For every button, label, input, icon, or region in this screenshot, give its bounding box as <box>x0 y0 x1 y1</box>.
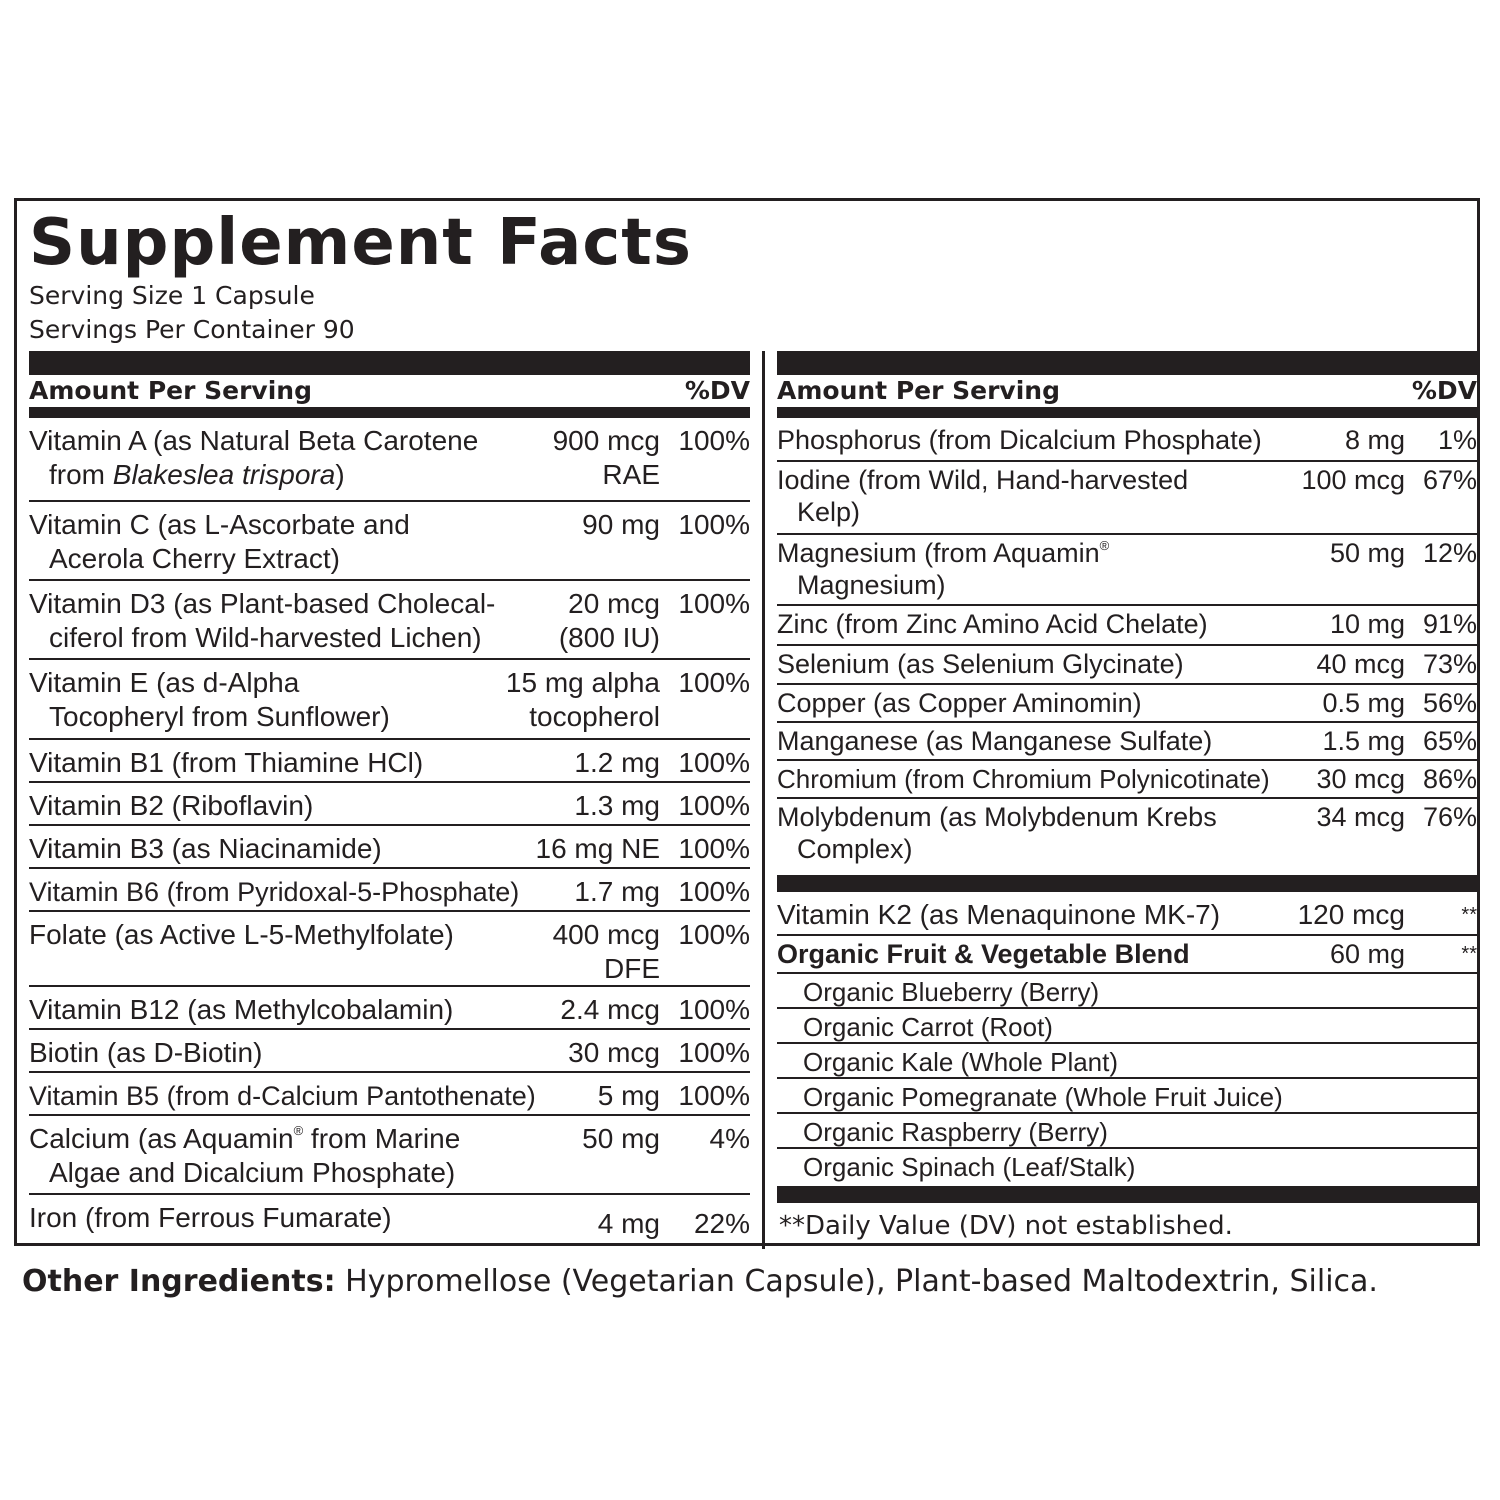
nutrient-name: Phosphorus (from Dicalcium Phosphate) <box>777 425 1262 455</box>
blend-name: Organic Fruit & Vegetable Blend <box>777 939 1190 969</box>
serving-size: Serving Size 1 Capsule <box>29 281 315 310</box>
column-header <box>29 375 750 407</box>
nutrient-amount: 2.4 mcg <box>560 994 660 1025</box>
nutrient-amount: 50 mg <box>1329 538 1405 568</box>
nutrient-amount: 15 mg alpha tocopherol <box>505 667 660 732</box>
nutrient-amount: 10 mg <box>1329 609 1405 639</box>
nutrient-dv: 86% <box>1422 764 1477 794</box>
nutrient-dv: 100% <box>678 919 750 950</box>
nutrient-name: Vitamin B3 (as Niacinamide) <box>29 833 382 864</box>
thick-rule <box>29 351 750 375</box>
nutrient-row <box>29 1073 750 1116</box>
nutrient-row <box>777 892 1477 936</box>
nutrient-amount: 8 mg <box>1344 425 1405 455</box>
nutrient-row <box>29 418 750 502</box>
nutrient-row <box>777 462 1477 535</box>
nutrient-amount: 900 mcg RAE <box>552 425 660 490</box>
blend-item: Organic Pomegranate (Whole Fruit Juice) <box>777 1079 1477 1114</box>
nutrient-row <box>29 581 750 660</box>
nutrient-amount: 1.7 mg <box>574 876 660 907</box>
medium-rule <box>29 407 750 418</box>
nutrient-name: Folate (as Active L-5-Methylfolate) <box>29 919 454 950</box>
nutrient-name: Vitamin D3 (as Plant-based Cholecal- ciferol from Wild-harvested Lichen) <box>29 588 496 653</box>
nutrient-name: Manganese (as Manganese Sulfate) <box>777 726 1213 756</box>
supplement-facts-panel <box>14 198 1480 1246</box>
blend-item: Organic Blueberry (Berry) <box>777 974 1477 1009</box>
thick-rule <box>777 351 1477 375</box>
nutrient-row <box>777 606 1477 646</box>
nutrient-dv: 100% <box>678 509 750 540</box>
nutrient-dv: 4% <box>709 1123 750 1154</box>
nutrient-dv: 100% <box>678 833 750 864</box>
nutrient-amount: 1.5 mg <box>1322 726 1405 756</box>
nutrient-name: Vitamin B12 (as Methylcobalamin) <box>29 994 454 1025</box>
blend-item: Organic Kale (Whole Plant) <box>777 1044 1477 1079</box>
nutrient-name: Zinc (from Zinc Amino Acid Chelate) <box>777 609 1208 639</box>
nutrient-row <box>777 418 1477 462</box>
column-divider <box>762 351 765 1249</box>
other-ingredients <box>22 1262 1378 1302</box>
nutrient-name: Vitamin C (as L-Ascorbate and Acerola Cherry Extract) <box>29 509 410 574</box>
nutrient-row <box>777 799 1477 867</box>
blend-row <box>777 936 1477 974</box>
nutrient-row <box>29 869 750 912</box>
nutrient-row <box>29 660 750 740</box>
nutrient-amount: 5 mg <box>597 1080 660 1111</box>
nutrient-name: Vitamin B2 (Riboflavin) <box>29 790 314 821</box>
nutrient-name: Vitamin B1 (from Thiamine HCl) <box>29 747 424 778</box>
nutrient-dv: 12% <box>1422 538 1477 568</box>
nutrient-row <box>29 912 750 987</box>
blend-amount: 60 mg <box>1329 939 1405 969</box>
nutrient-dv: 67% <box>1422 465 1477 495</box>
nutrient-row <box>29 826 750 869</box>
nutrient-row <box>29 1195 750 1247</box>
nutrient-row <box>777 685 1477 723</box>
nutrient-amount: 16 mg NE <box>535 833 660 864</box>
nutrient-name: Chromium (from Chromium Polynicotinate) <box>777 764 1270 794</box>
nutrient-name: Vitamin B5 (from d-Calcium Pantothenate) <box>29 1081 536 1111</box>
nutrient-amount: 20 mcg (800 IU) <box>558 588 660 653</box>
amount-per-serving-label: Amount Per Serving <box>29 376 312 405</box>
other-ingredients-label: Other Ingredients: <box>22 1264 336 1299</box>
nutrient-dv: 1% <box>1437 425 1477 455</box>
nutrient-row <box>29 1116 750 1195</box>
nutrient-dv: 100% <box>678 876 750 907</box>
section-rule <box>777 875 1477 892</box>
nutrient-row <box>777 535 1477 606</box>
nutrient-row <box>29 1030 750 1073</box>
nutrient-amount: 1.3 mg <box>574 790 660 821</box>
servings-per-container: Servings Per Container 90 <box>29 315 355 344</box>
nutrient-name: Copper (as Copper Aminomin) <box>777 688 1142 718</box>
nutrient-row <box>777 761 1477 799</box>
nutrient-row <box>29 502 750 581</box>
blend-item: Organic Raspberry (Berry) <box>777 1114 1477 1149</box>
nutrient-name: Selenium (as Selenium Glycinate) <box>777 649 1184 679</box>
nutrient-row <box>777 646 1477 685</box>
nutrient-name: Vitamin E (as d-Alpha Tocopheryl from Sunflower) <box>29 667 390 732</box>
blend-item: Organic Spinach (Leaf/Stalk) <box>803 1152 1136 1182</box>
nutrient-dv: 100% <box>678 667 750 698</box>
nutrient-amount: 30 mcg <box>1316 764 1405 794</box>
dv-label: %DV <box>1411 376 1477 405</box>
nutrient-dv: 56% <box>1422 688 1477 718</box>
nutrient-name: Vitamin K2 (as Menaquinone MK-7) <box>777 899 1221 930</box>
nutrient-dv: 76% <box>1422 802 1477 832</box>
dv-footnote: **Daily Value (DV) not established. <box>779 1211 1233 1241</box>
medium-rule <box>777 407 1477 418</box>
nutrient-amount: 50 mg <box>582 1123 660 1154</box>
nutrient-dv: 100% <box>678 1037 750 1068</box>
nutrient-name: Iodine (from Wild, Hand-harvested Kelp) <box>777 465 1189 527</box>
dv-label: %DV <box>684 376 750 405</box>
nutrient-name: Molybdenum (as Molybdenum Krebs Complex) <box>777 802 1217 864</box>
nutrient-amount: 120 mcg <box>1297 899 1405 930</box>
nutrient-dv: 100% <box>678 1080 750 1111</box>
nutrient-name: Biotin (as D-Biotin) <box>29 1037 263 1068</box>
blend-dv: ** <box>1461 943 1477 965</box>
nutrient-dv: 22% <box>693 1208 750 1239</box>
nutrient-name: Magnesium (from Aquamin® Magnesium) <box>777 538 1110 600</box>
nutrient-row <box>29 740 750 783</box>
nutrient-name: Iron (from Ferrous Fumarate) <box>29 1202 392 1233</box>
right-column <box>777 351 1477 1243</box>
nutrient-amount: 40 mcg <box>1316 649 1405 679</box>
nutrient-dv: 100% <box>678 747 750 778</box>
panel-title: Supplement Facts <box>29 206 692 280</box>
column-header <box>777 375 1477 407</box>
nutrient-dv: 100% <box>678 425 750 456</box>
nutrient-dv: 100% <box>678 994 750 1025</box>
blend-item: Organic Carrot (Root) <box>777 1009 1477 1044</box>
nutrient-amount: 90 mg <box>582 509 660 540</box>
nutrient-name: Vitamin A (as Natural Beta Carotene from Blakeslea trispora) <box>29 425 479 490</box>
nutrient-amount: 100 mcg <box>1301 465 1405 495</box>
nutrient-dv: 65% <box>1422 726 1477 756</box>
nutrient-dv: 100% <box>678 588 750 619</box>
nutrient-name: Vitamin B6 (from Pyridoxal-5-Phosphate) <box>29 877 520 907</box>
nutrient-amount: 4 mg <box>597 1208 660 1239</box>
nutrient-name: Calcium (as Aquamin® from Marine Algae and Dicalcium Phosphate) <box>29 1123 461 1188</box>
nutrient-row <box>29 987 750 1030</box>
nutrient-dv: 73% <box>1422 649 1477 679</box>
nutrient-dv: 100% <box>678 790 750 821</box>
amount-per-serving-label: Amount Per Serving <box>777 376 1060 405</box>
nutrient-dv: ** <box>1461 904 1477 926</box>
other-ingredients-text: Hypromellose (Vegetarian Capsule), Plant-based Maltodextrin, Silica. <box>335 1264 1378 1299</box>
nutrient-amount: 30 mcg <box>568 1037 660 1068</box>
nutrient-amount: 0.5 mg <box>1322 688 1405 718</box>
nutrient-row <box>777 723 1477 761</box>
nutrient-dv: 91% <box>1422 609 1477 639</box>
section-rule <box>777 1186 1477 1203</box>
nutrient-amount: 400 mcg DFE <box>552 919 660 984</box>
nutrient-amount: 1.2 mg <box>574 747 660 778</box>
nutrient-amount: 34 mcg <box>1316 802 1405 832</box>
nutrient-row <box>29 783 750 826</box>
left-column <box>29 351 750 1247</box>
